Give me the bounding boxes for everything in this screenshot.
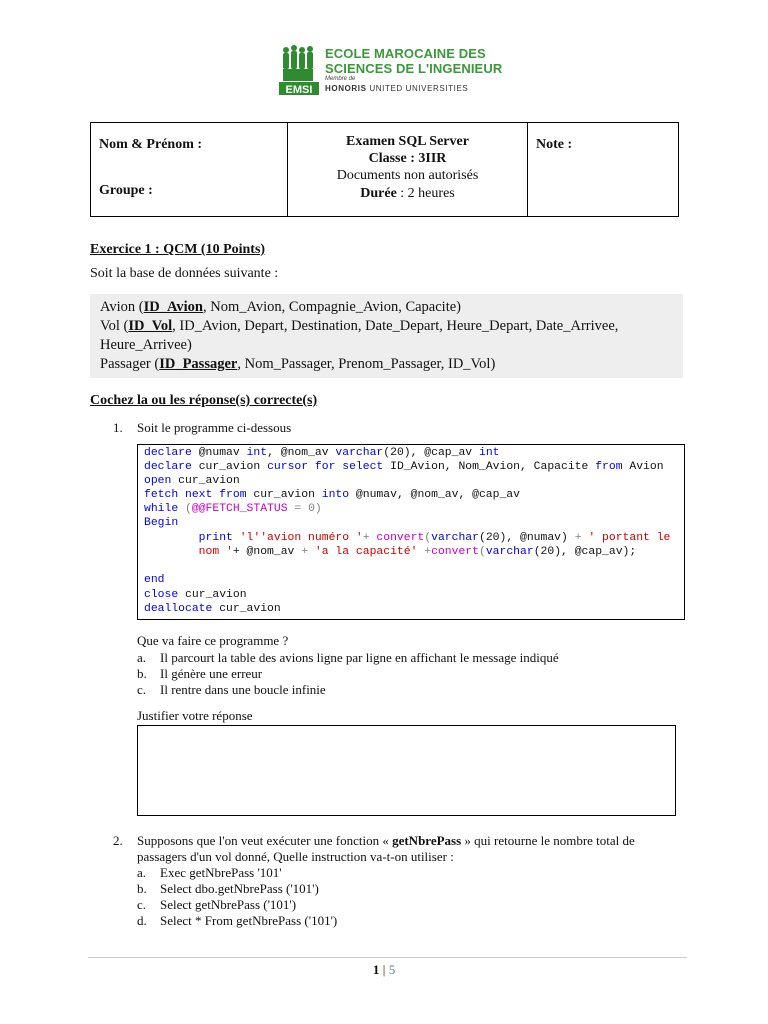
footer-divider — [88, 957, 687, 958]
page-separator: | — [382, 962, 386, 977]
q2-option-a[interactable]: Exec getNbrePass '101' — [160, 865, 282, 880]
code-line: declare @numav int, @nom_av varchar(20), @cap_av int — [144, 447, 500, 459]
q1-option-a[interactable]: Il parcourt la table des avions ligne par ligne en affichant le message indiqué — [160, 650, 559, 665]
code-line: deallocate cur_avion — [144, 603, 281, 615]
sql-code-block — [137, 444, 685, 620]
exercise-title: Exercice 1 : QCM (10 Points) — [90, 242, 266, 257]
school-logo — [279, 44, 503, 96]
q2-option-b-letter: b. — [137, 881, 147, 896]
svg-text:EMSI: EMSI — [285, 84, 313, 96]
grade-cell — [528, 123, 678, 216]
q1-prompt: Que va faire ce programme ? — [137, 633, 289, 648]
q2-option-c[interactable]: Select getNbrePass ('101') — [160, 897, 297, 912]
q1-option-c[interactable]: Il rentre dans une boucle infinie — [160, 682, 326, 697]
documents-note: Documents non autorisés — [336, 168, 479, 183]
q2-option-d-letter: d. — [137, 913, 147, 928]
q2-option-d[interactable]: Select * From getNbrePass ('101') — [160, 913, 338, 928]
q1-number: 1. — [113, 420, 123, 435]
emsi-logo-icon — [279, 44, 319, 96]
exam-duration: Durée : 2 heures — [360, 186, 455, 201]
student-info-cell — [91, 123, 288, 216]
exam-title: Examen SQL Server — [346, 134, 469, 149]
instruction: Cochez la ou les réponse(s) correcte(s) — [90, 393, 318, 408]
q2-number: 2. — [113, 833, 123, 848]
q2-option-a-letter: a. — [137, 865, 147, 880]
page-total: 5 — [388, 962, 396, 977]
q2-option-b[interactable]: Select dbo.getNbrePass ('101') — [160, 881, 319, 896]
justify-label: Justifier votre réponse — [137, 708, 253, 723]
groupe-label: Groupe : — [99, 183, 153, 198]
q2-text: Supposons que l'on veut exécuter une fonction « getNbrePass » qui retourne le nombre total de — [137, 833, 635, 848]
code-line: open cur_avion — [144, 475, 240, 487]
code-line: nom '+ @nom_av + 'a la capacité' +convert(varchar(20), @cap_av); — [144, 546, 637, 558]
nom-prenom-label: Nom & Prénom : — [99, 137, 203, 152]
logo-title-line2: SCIENCES DE L'INGENIEUR — [325, 61, 503, 76]
code-line: end — [144, 574, 165, 586]
logo-network: HONORIS UNITED UNIVERSITIES — [325, 84, 469, 93]
exam-info-cell — [288, 123, 528, 216]
code-line: Begin — [144, 517, 179, 529]
q1-text: Soit le programme ci-dessous — [137, 420, 292, 435]
q1-option-c-letter: c. — [137, 682, 147, 697]
q2-text-line2: passagers d'un vol donné, Quelle instruction va-t-on utiliser : — [137, 849, 454, 864]
exercise-intro: Soit la base de données suivante : — [90, 266, 279, 281]
schema-passager: Passager (ID_Passager, Nom_Passager, Prenom_Passager, ID_Vol) — [100, 356, 496, 372]
logo-member-label: Membre de — [325, 76, 356, 82]
exam-header-table — [90, 122, 679, 217]
page-number: 1 — [372, 962, 380, 977]
note-label: Note : — [536, 137, 573, 152]
q1-option-b[interactable]: Il génère une erreur — [160, 666, 263, 681]
code-line: print 'l''avion numéro '+ convert(varchar(20), @numav) + ' portant le — [144, 532, 671, 544]
code-line: while (@@FETCH_STATUS = 0) — [144, 503, 322, 515]
page-footer — [0, 962, 768, 978]
logo-title-line1: ECOLE MAROCAINE DES — [325, 46, 486, 61]
schema-vol: Vol (ID_Vol, ID_Avion, Depart, Destination, Date_Depart, Heure_Depart, Date_Arrivee, — [100, 318, 619, 334]
q2-option-c-letter: c. — [137, 897, 147, 912]
justify-answer-box[interactable] — [137, 725, 676, 816]
q1-option-b-letter: b. — [137, 666, 147, 681]
code-line: close cur_avion — [144, 589, 247, 601]
code-line: fetch next from cur_avion into @numav, @nom_av, @cap_av — [144, 489, 520, 501]
schema-vol-cont: Heure_Arrivee) — [100, 337, 192, 353]
database-schema — [90, 294, 683, 378]
schema-avion: Avion (ID_Avion, Nom_Avion, Compagnie_Avion, Capacite) — [100, 299, 461, 315]
q1-option-a-letter: a. — [137, 650, 147, 665]
exam-class: Classe : 3IIR — [368, 151, 447, 166]
code-line: declare cur_avion cursor for select ID_Avion, Nom_Avion, Capacite from Avion — [144, 461, 664, 473]
